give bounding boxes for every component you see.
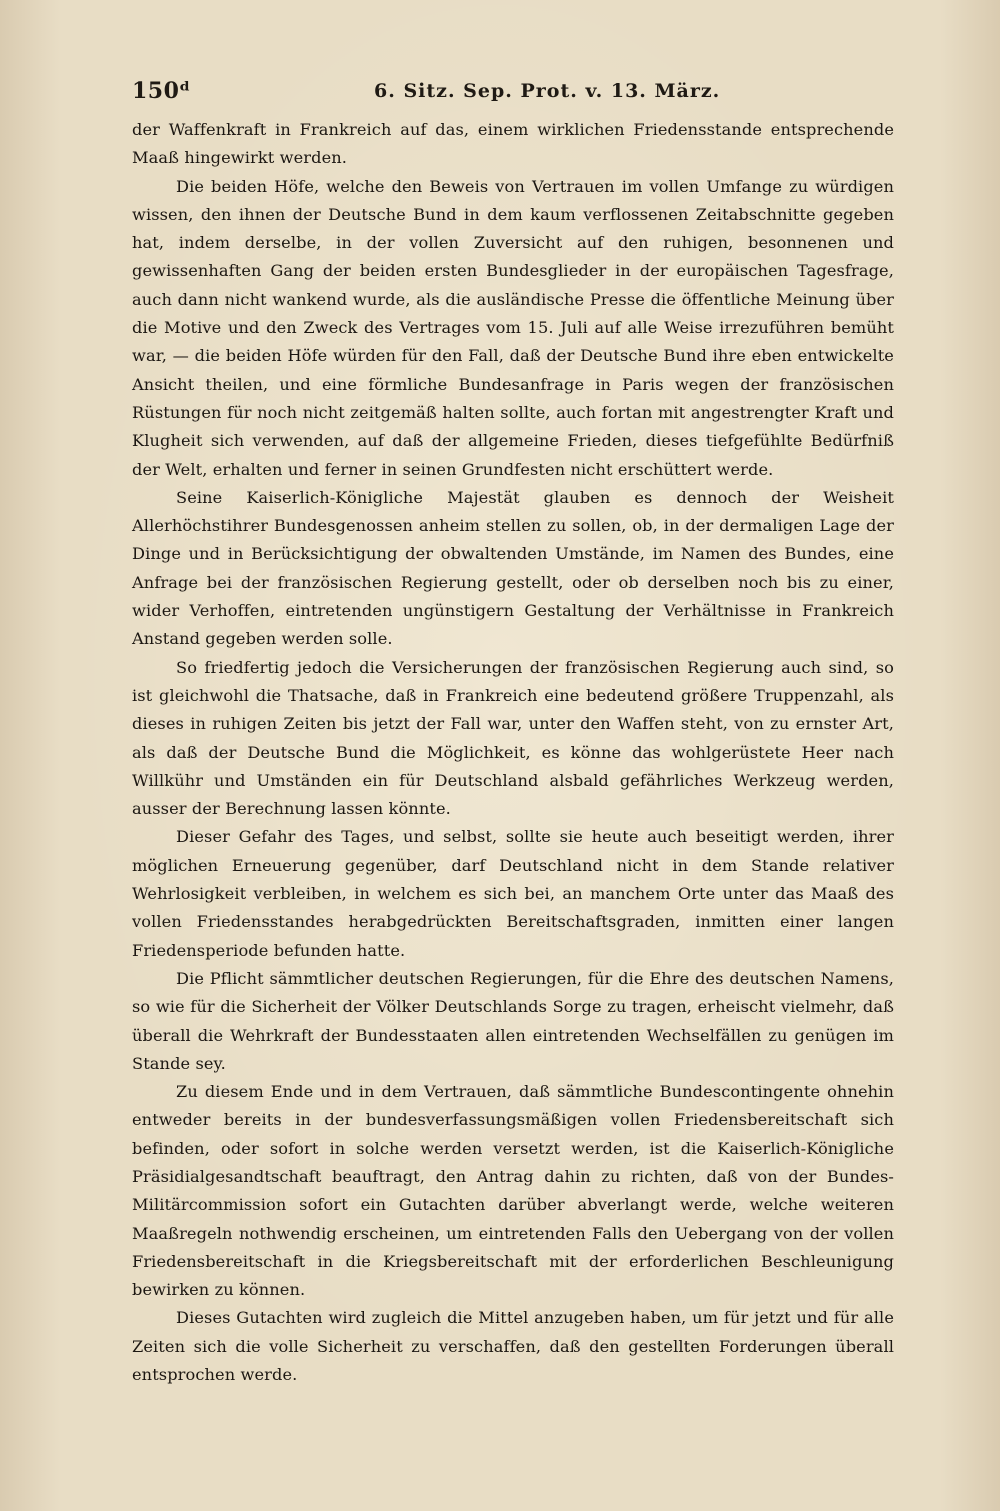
- paragraph: So friedfertig jedoch die Versicherungen der französischen Regierung auch sind, so ist gleichwohl die Thatsache, daß in Frankreich eine bedeutend größere Truppenzahl, als dieses in ruhigen Zeiten bis jetzt der Fall war, unter den Waffen steht, von zu ernster Art, als daß der Deutsche Bund die Möglichkeit, es könne das wohlgerüstete Heer nach Willkühr und Umständen ein für Deutschland alsbald gefährliches Werkzeug werden, ausser der Berechnung lassen könnte.: [132, 657, 894, 819]
- paragraph: Seine Kaiserlich-Königliche Majestät glauben es dennoch der Weisheit Allerhöchstihrer Bundesgenossen anheim stellen zu sollen, ob, in der dermaligen Lage der Dinge und in Berücksichtigung der obwaltenden Umstände, im Namen des Bundes, eine Anfrage bei der französischen Regierung gestellt, oder ob derselben noch bis zu einer, wider Verhoffen, eintretenden ungünstigern Gestaltung der Verhältnisse in Frankreich Anstand gegeben werden solle.: [132, 487, 894, 649]
- paragraph: Dieses Gutachten wird zugleich die Mittel anzugeben haben, um für jetzt und für alle Zeiten sich die volle Sicherheit zu verschaffen, daß den gestellten Forderungen überall entsprochen werde.: [132, 1308, 894, 1385]
- paragraph: Die Pflicht sämmtlicher deutschen Regierungen, für die Ehre des deutschen Namens, so wie für die Sicherheit der Völker Deutschlands Sorge zu tragen, erheischt vielmehr, daß überall die Wehrkraft der Bundesstaaten allen eintretenden Wechselfällen zu genügen im Stande sey.: [132, 968, 894, 1073]
- body-text: [132, 116, 894, 1389]
- page-header: [132, 72, 892, 112]
- paragraph: Die beiden Höfe, welche den Beweis von Vertrauen im vollen Umfange zu würdigen wissen, den ihnen der Deutsche Bund in dem kaum verflossenen Zeitabschnitte gegeben hat, indem derselbe, in der vollen Zuversicht auf den ruhigen, besonnenen und gewissenhaften Gang der beiden ersten Bundesglieder in der europäischen Tagesfrage, auch dann nicht wankend wurde, als die ausländische Presse die öffentliche Meinung über die Motive und den Zweck des Vertrages vom 15. Juli auf alle Weise irrezuführen bemüht war, — die beiden Höfe würden für den Fall, daß der Deutsche Bund ihre eben entwickelte Ansicht theilen, und eine förmliche Bundesanfrage in Paris wegen der französischen Rüstungen für noch nicht zeitgemäß halten sollte, auch fortan mit angestrengter Kraft und Klugheit sich verwenden, auf daß der allgemeine Frieden, dieses tiefgefühlte Bedürfniß der Welt, erhalten und ferner in seinen Grundfesten nicht erschüttert werde.: [132, 176, 894, 479]
- paragraph: Zu diesem Ende und in dem Vertrauen, daß sämmtliche Bundescontingente ohnehin entweder bereits in der bundesverfassungsmäßigen vollen Friedensbereitschaft sich befinden, oder sofort in solche werden versetzt werden, ist die Kaiserlich-Königliche Präsidialgesandtschaft beauftragt, den Antrag dahin zu richten, daß von der Bundes-Militärcommission sofort ein Gutachten darüber abverlangt werde, welche weiteren Maaßregeln nothwendig erscheinen, um eintretenden Falls den Uebergang von der vollen Friedensbereitschaft in die Kriegsbereitschaft mit der erforderlichen Beschleunigung bewirken zu können.: [132, 1082, 894, 1300]
- paragraph-continuation: der Waffenkraft in Frankreich auf das, einem wirklichen Friedensstande entsprechende Maaß hingewirkt werden.: [132, 120, 894, 168]
- running-head: 6. Sitz. Sep. Prot. v. 13. März.: [374, 80, 721, 102]
- paragraph: Dieser Gefahr des Tages, und selbst, sollte sie heute auch beseitigt werden, ihrer möglichen Erneuerung gegenüber, darf Deutschland nicht in dem Stande relativer Wehrlosigkeit verbleiben, in welchem es sich bei, an manchem Orte unter das Maaß des vollen Friedensstandes herabgedrückten Bereitschaftsgraden, inmitten einer langen Friedensperiode befunden hatte.: [132, 827, 894, 960]
- page-number: 150ᵈ: [132, 78, 191, 104]
